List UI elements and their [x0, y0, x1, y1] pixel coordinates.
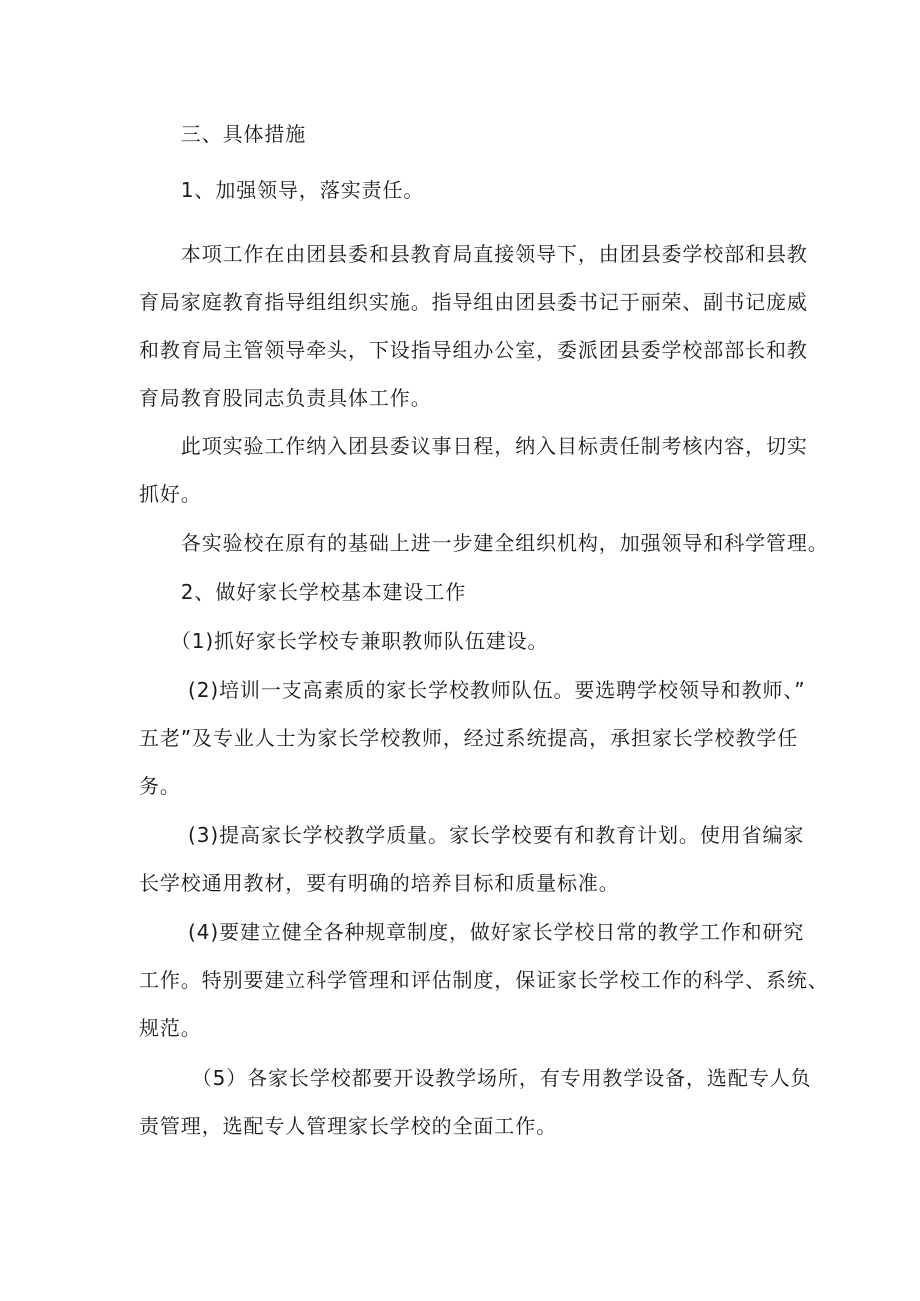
list-item: （5）各家长学校都要开设教学场所，有专用教学设备，选配专人负: [139, 1066, 812, 1090]
paragraph-line: 工作。特别要建立科学管理和评估制度，保证家长学校工作的科学、系统、: [139, 968, 829, 992]
paragraph-line: 本项工作在由团县委和县教育局直接领导下，由团县委学校部和县教: [139, 242, 808, 266]
paragraph-line: 此项实验工作纳入团县委议事日程，纳入目标责任制考核内容，切实: [139, 434, 808, 458]
subsection-heading: 1、加强领导，落实责任。: [139, 178, 425, 202]
list-item: (2)培训一支高素质的家长学校教师队伍。要选聘学校领导和教师、”: [139, 678, 806, 702]
paragraph-line: 育局教育股同志负责具体工作。: [139, 386, 432, 410]
paragraph-line: 育局家庭教育指导组组织实施。指导组由团县委书记于丽荣、副书记庞威: [139, 290, 808, 314]
list-item: （1)抓好家长学校专兼职教师队伍建设。: [139, 629, 549, 653]
section-heading: 三、具体措施: [139, 122, 307, 146]
list-item: (4)要建立健全各种规章制度，做好家长学校日常的教学工作和研究: [139, 920, 805, 944]
paragraph-line: 长学校通用教材，要有明确的培养目标和质量标准。: [139, 871, 620, 895]
subsection-heading: 2、做好家长学校基本建设工作: [139, 580, 467, 604]
paragraph-line: 务。: [139, 774, 181, 798]
paragraph-line: 抓好。: [139, 482, 202, 506]
list-item: (3)提高家长学校教学质量。家长学校要有和教育计划。使用省编家: [139, 823, 805, 847]
paragraph-line: 责管理，选配专人管理家长学校的全面工作。: [139, 1114, 557, 1138]
paragraph-line: 规范。: [139, 1016, 202, 1040]
paragraph-line: 和教育局主管领导牵头，下设指导组办公室，委派团县委学校部部长和教: [139, 338, 808, 362]
paragraph-line: 五老”及专业人士为家长学校教师，经过系统提高，承担家长学校教学任: [139, 726, 799, 750]
paragraph-line: 各实验校在原有的基础上进一步建全组织机构，加强领导和科学管理。: [139, 531, 829, 555]
